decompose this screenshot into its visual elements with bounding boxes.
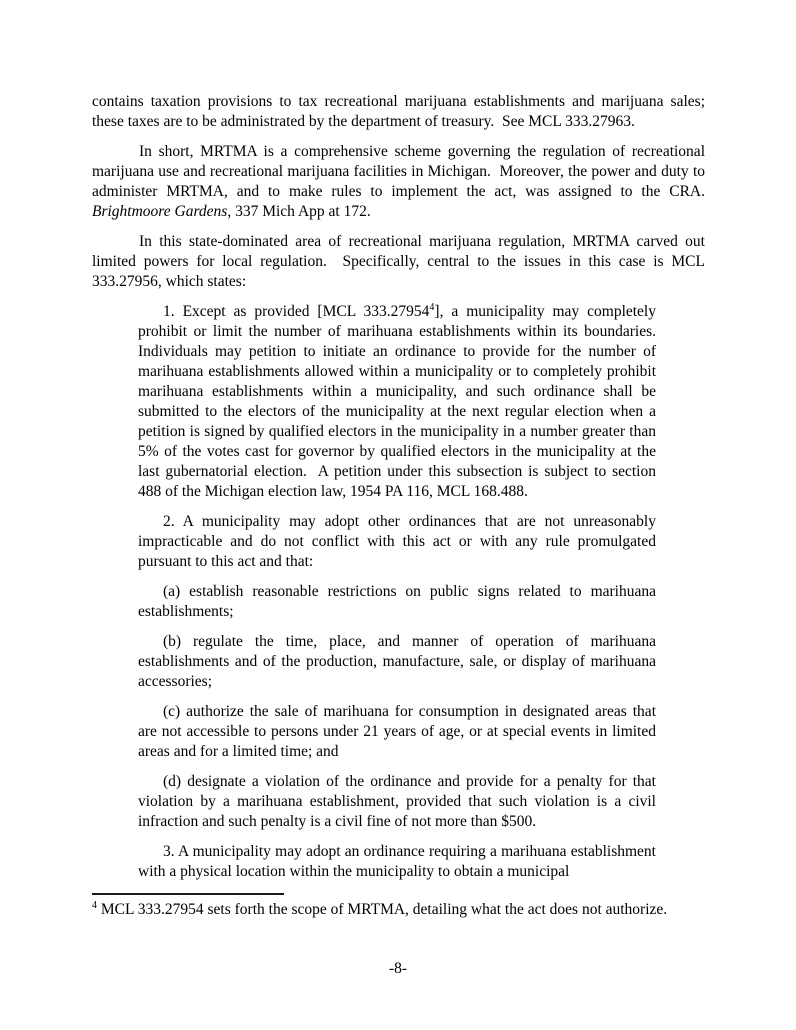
case-citation: Brightmoore Gardens	[92, 203, 228, 220]
quote-item-a: (a) establish reasonable restrictions on public signs related to marihuana establishments;	[138, 583, 660, 620]
footnote-marker: 4	[92, 899, 97, 911]
quote-item-c: (c) authorize the sale of marihuana for consumption in designated areas that are not accessible to persons under 21 years of age, or at special events in limited areas and for a limited time; and	[138, 703, 660, 760]
quote-subsection-1	[138, 301, 664, 502]
quote-item-b: (b) regulate the time, place, and manner of operation of marihuana establishments and of the production, manufacture, sale, or display of marihuana accessories;	[138, 633, 660, 690]
footnote	[92, 900, 705, 920]
footnote-separator	[92, 893, 284, 895]
quote-text: ], a municipality may completely prohibit or limit the number of marihuana establishments within its boundaries. Individuals may petition to initiate an ordinance to provide for the number of marihuana establishments allowed within a municipality or to completely prohibit marihuana establishments within a municipality, and such ordinance shall be submitted to the electors of the municipality at the next regular election when a petition is signed by qualified electors in the municipality in a number greater than 5% of the votes cast for governor by qualified electors in the municipality at the last gubernatorial election. A petition under this subsection is subject to section 488 of the Michigan election law, 1954 PA 116, MCL 168.488.	[138, 303, 664, 500]
footnote-body: MCL 333.27954 sets forth the scope of MRTMA, detailing what the act does not authorize.	[97, 901, 668, 918]
statute-blockquote	[138, 301, 664, 882]
quote-text: 1. Except as provided [MCL 333.27954	[163, 303, 430, 320]
quote-subsection-2: 2. A municipality may adopt other ordinances that are not unreasonably impracticable and do not conflict with this act or with any rule promulgated pursuant to this act and that:	[138, 513, 660, 570]
footnote-area	[92, 893, 705, 920]
quote-subsection-3: 3. A municipality may adopt an ordinance requiring a marihuana establishment with a physical location within the municipality to obtain a municipal	[138, 843, 660, 880]
page-content	[92, 92, 709, 892]
paragraph-local-regulation: In this state-dominated area of recreational marijuana regulation, MRTMA carved out limited powers for local regulation. Specifically, central to the issues in this case is MCL 333.27956, which states:	[92, 233, 709, 290]
footnote-reference: 4	[429, 301, 435, 313]
citation-reference: , 337 Mich App at 172.	[227, 203, 371, 220]
paragraph-text: In short, MRTMA is a comprehensive scheme governing the regulation of recreational marijuana use and recreational marijuana facilities in Michigan. Moreover, the power and duty to administer MRTMA, and to make rules to implement the act, was assigned to the CRA.	[92, 143, 709, 200]
paragraph-mrtma-overview	[92, 142, 709, 222]
quote-item-d: (d) designate a violation of the ordinance and provide for a penalty for that violation by a marihuana establishment, provided that such violation is a civil infraction and such penalty is a civil fine of not more than $500.	[138, 773, 660, 830]
paragraph-taxation-continuation: contains taxation provisions to tax recreational marijuana establishments and marijuana sales; these taxes are to be administrated by the department of treasury. See MCL 333.27963.	[92, 93, 709, 130]
page-number: -8-	[388, 960, 408, 977]
